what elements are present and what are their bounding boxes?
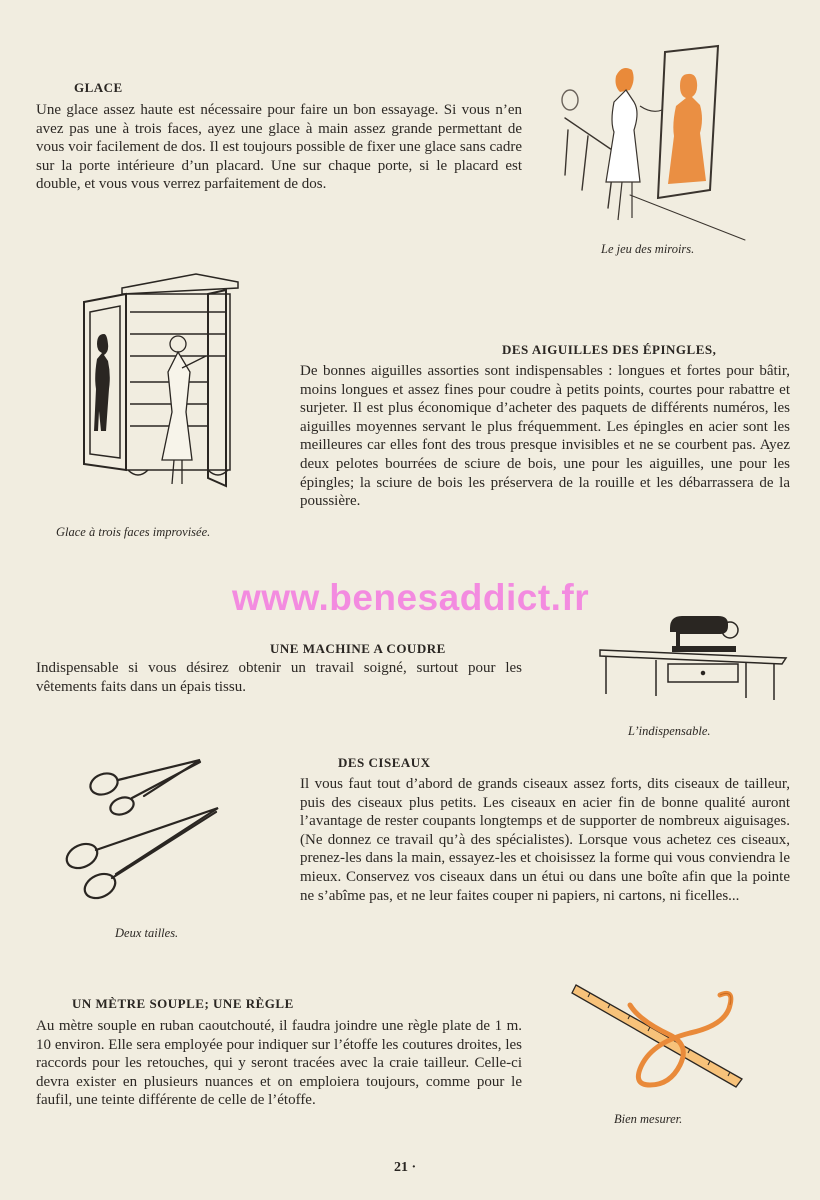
glace-heading: GLACE [74, 80, 123, 95]
machine-heading: UNE MACHINE A COUDRE [270, 641, 446, 656]
page-number: 21 · [394, 1160, 417, 1175]
ciseaux-paragraph: Il vous faut tout d’abord de grands ciseaux assez forts, dits ciseaux de tailleur, puis des ciseaux plus petits. Les ciseaux en acier fin de bonne qualité auront l’avantage de rester coupants longtemps et de supporter de nombreux aiguisages. (Ne donnez ce travail qu’à des spécialistes). Lorsque vous achetez ces ciseaux, prenez-les dans la main, essayez-les et choisissez la forme qui vous conviendra le mieux. Conservez vos ciseaux dans un étui ou dans une boîte afin que la pointe ne s’abîme pas, et ne leur faites couper ni papiers, ni cartons, ni ficelles... [300, 776, 790, 904]
caption-machine: L’indispensable. [628, 724, 711, 738]
caption-mesurer: Bien mesurer. [614, 1112, 683, 1126]
two-scissors-illustration [60, 750, 230, 910]
aiguilles-heading: DES AIGUILLES DES ÉPINGLES, [502, 342, 717, 357]
tape-measure-and-ruler-illustration [570, 975, 745, 1090]
wardrobe-three-way-mirror-illustration [78, 272, 248, 494]
aiguilles-paragraph: De bonnes aiguilles assorties sont indispensables : longues et fortes pour bâtir, moins longues et assez fines pour coudre à petits points, courtes pour rabattre et surjeter. Il est plus économique d’acheter des paquets de différents numéros, les aiguilles moyennes servant le plus fréquemment. Les épingles en acier sont les meilleures car elles font des trous presque invisibles et ne se courbent pas. Ayez deux pelotes bourrées de sciure de bois, une pour les aiguilles, une pour les épingles; la sciure de bois les préservera de la rouille et les débarrassera de la poussière. [300, 363, 790, 510]
machine-paragraph: Indispensable si vous désirez obtenir un travail soigné, surtout pour les vêtements faits dans un épais tissu. [36, 660, 522, 695]
caption-ciseaux: Deux tailles. [115, 926, 179, 940]
glace-paragraph: Une glace assez haute est nécessaire pour faire un bon essayage. Si vous n’en avez pas une à trois faces, ayez une glace à main assez grande permettant de vous voir facilement de dos. Il est toujours possible de fixer une glace sans cadre sur la porte intérieure d’un placard. Une sur chaque porte, si le placard est double, et vous vous verrez parfaitement de dos. [36, 102, 522, 193]
caption-trois-faces: Glace à trois faces improvisée. [56, 525, 211, 539]
watermark-url: www.benesaddict.fr [232, 577, 590, 618]
woman-at-mirror-illustration [560, 40, 760, 240]
caption-miroirs: Le jeu des miroirs. [601, 242, 695, 256]
metre-heading: UN MÈTRE SOUPLE; UNE RÈGLE [72, 996, 294, 1011]
sewing-machine-illustration [596, 608, 796, 708]
metre-paragraph: Au mètre souple en ruban caoutchouté, il faudra joindre une règle plate de 1 m. 10 environ. Elle sera employée pour indiquer sur l’étoffe les coutures droites, les raccords pour les retouches, qui y seront tracées avec la craie tailleur. Celle-ci devra exister en plusieurs nuances et on emploiera toujours, comme pour le faufil, une teinte différente de celle de l’étoffe. [36, 1018, 522, 1109]
ciseaux-heading: DES CISEAUX [338, 755, 431, 770]
